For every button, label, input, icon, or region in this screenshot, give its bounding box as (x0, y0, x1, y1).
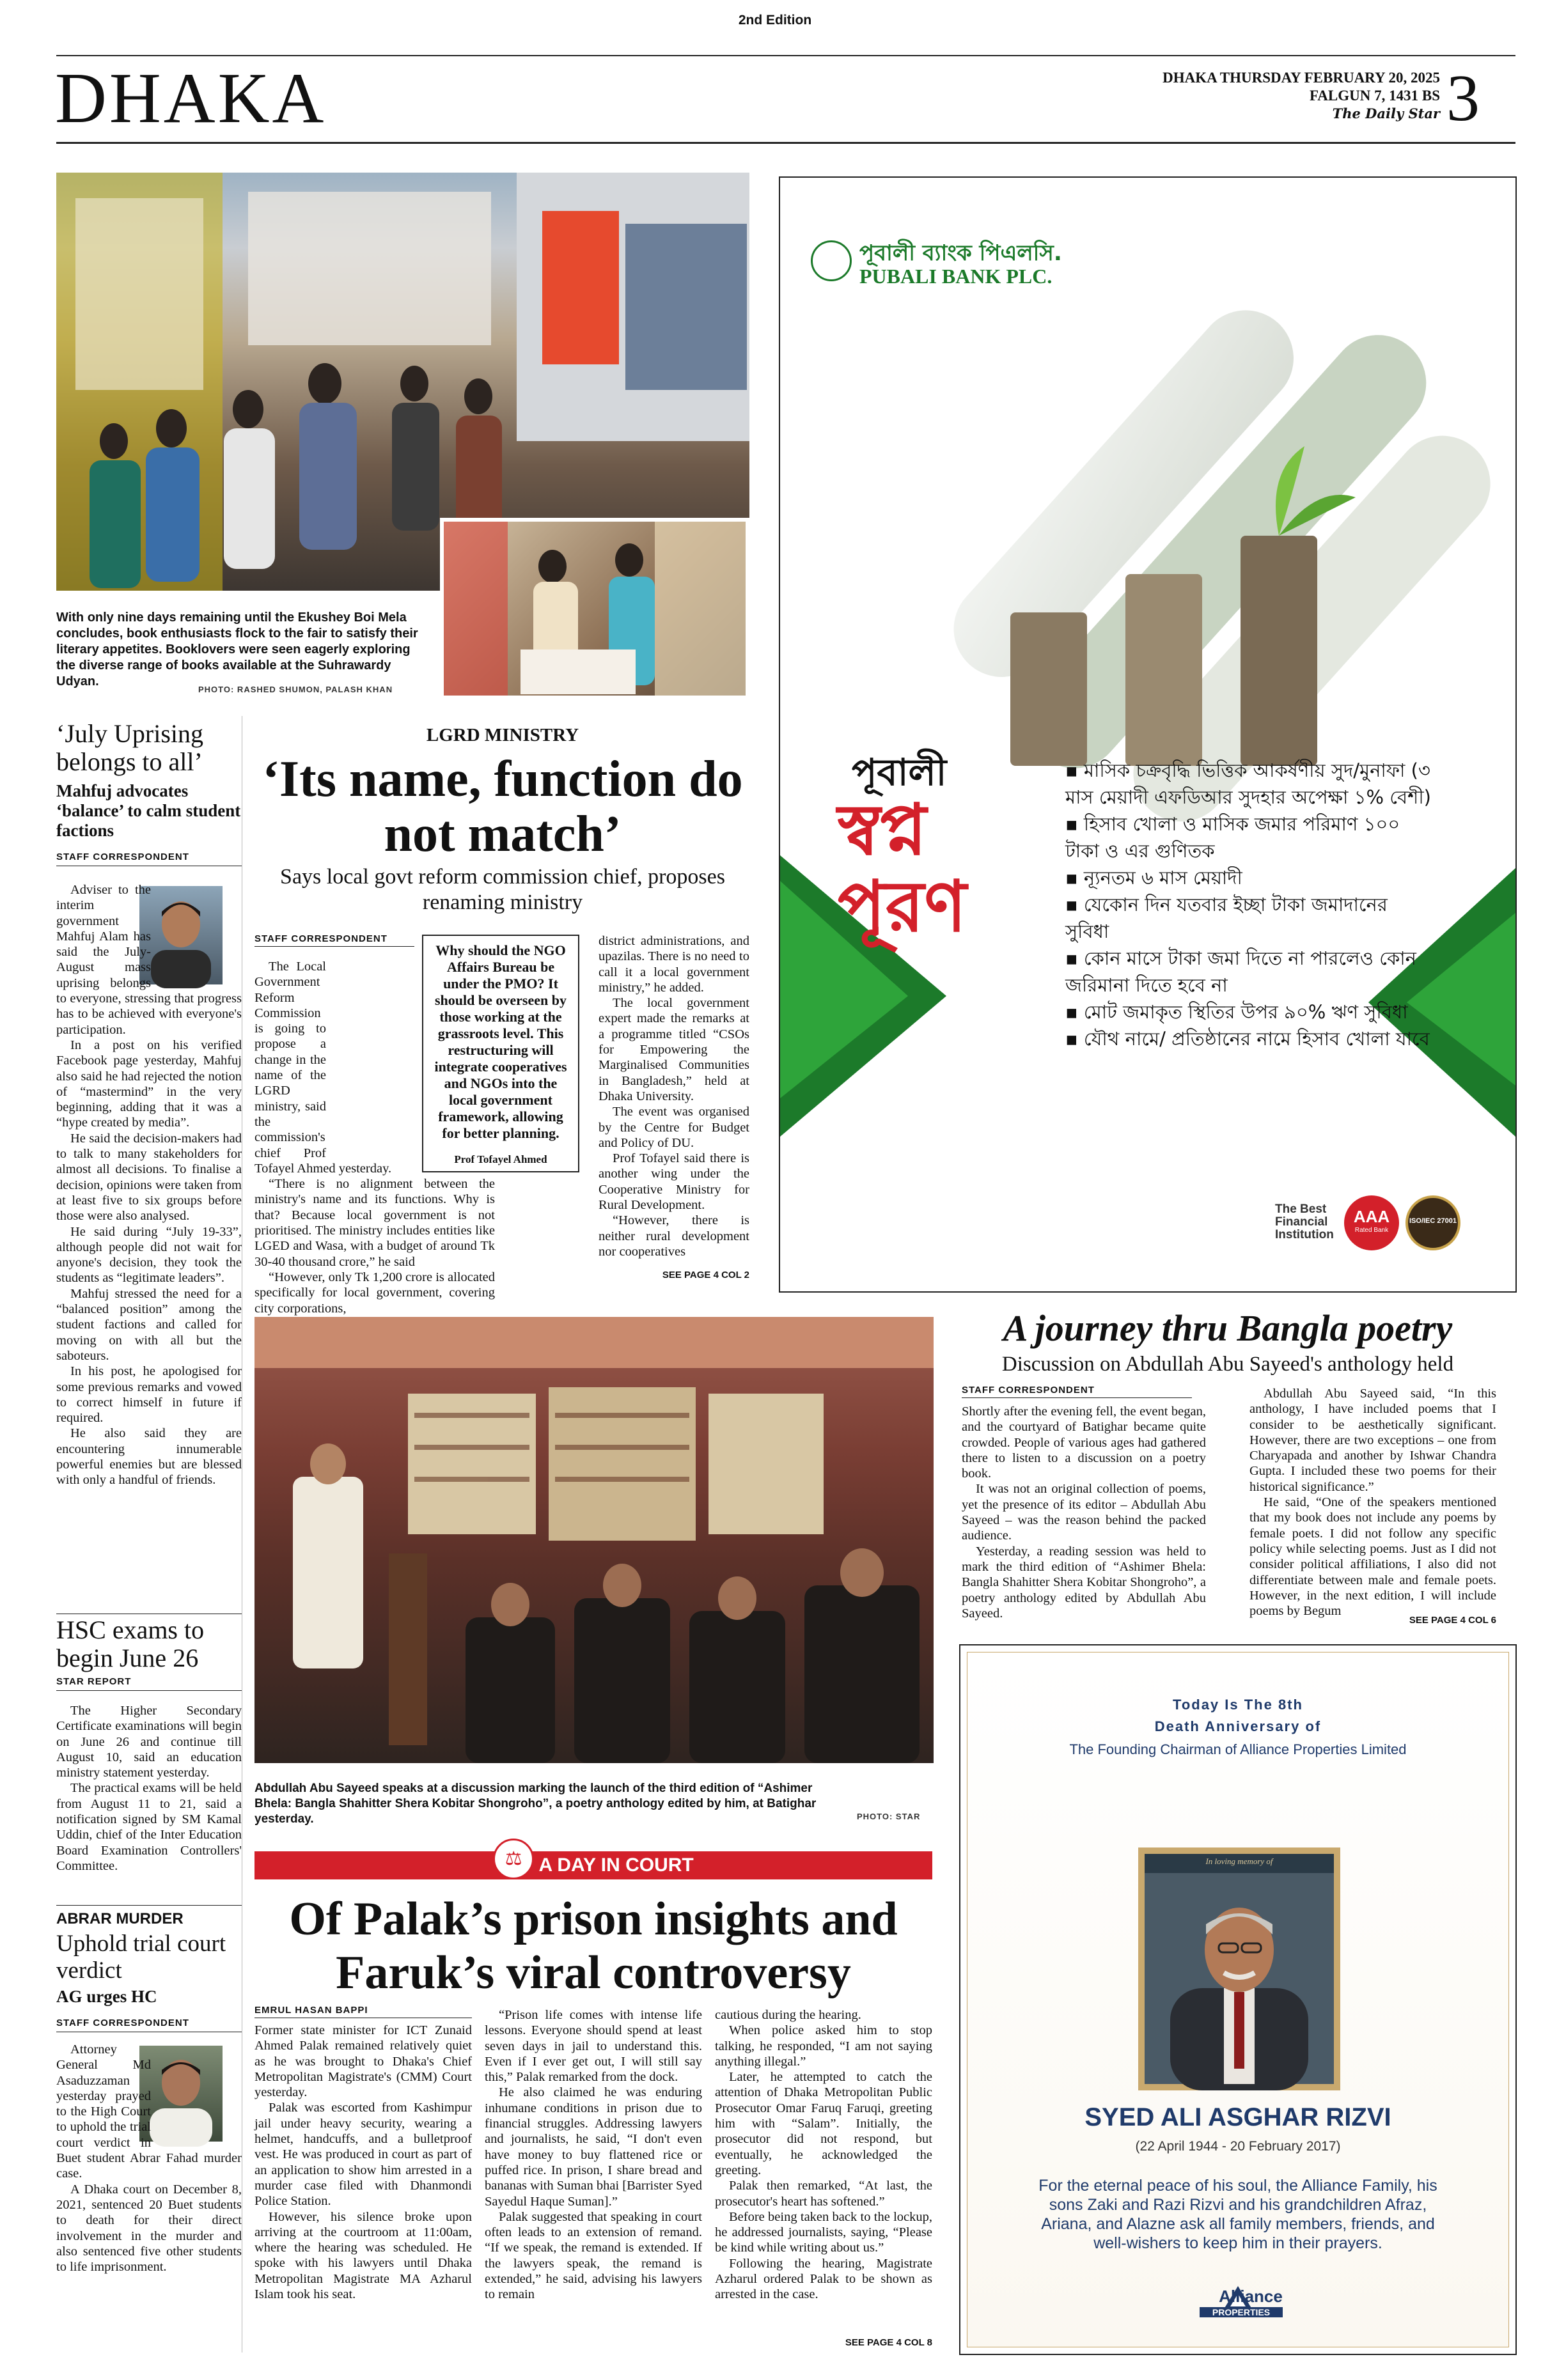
july-para: In his post, he apologised for some previous remarks and vowed to correct himself in future if required. (56, 1364, 242, 1426)
pubali-logo-emblem (811, 240, 852, 281)
batighar-caption (254, 1781, 843, 1827)
memorial-dates: (22 April 1944 - 20 February 2017) (1135, 2139, 1341, 2154)
poetry-para: Yesterday, a reading session was held to mark the third edition of “Ashimer Bhela: Bangla Shahitter Shera Kobitar Shongroho”, a poetry anthology edited by Abdullah Abu Sayeed. (962, 1544, 1206, 1621)
lgrd-byline-rule (254, 946, 414, 947)
lgrd-para: district administrations, and upazilas. There is no need to call it a local government ministry,” he added. (599, 934, 749, 995)
court-headline: Of Palak’s prison insights and Faruk’s viral controversy (289, 1893, 898, 1999)
gavel-icon: ⚖ (493, 1839, 534, 1879)
court-continued[interactable]: SEE PAGE 4 COL 8 (845, 2337, 932, 2348)
book-fair-credit: PHOTO: RASHED SHUMON, PALASH KHAN (198, 685, 393, 694)
court-para: cautious during the hearing. (715, 2008, 861, 2022)
court-para: “Prison life comes with intense life lessons. Everyone should spend at least seven days in jail to understand this. Even if I ever get out, I will still say this,” Palak remarked from the dock. (485, 2008, 702, 2085)
feature-item: ▪ যেকোন দিন যতবার ইচ্ছা টাকা জমাদানের সুবিধা (1065, 894, 1388, 942)
hsc-para: The practical exams will be held from August 11 to 21, said a notification signed by SM Kamal Uddin, chief of the Inter Education Board Examination Controllers' Committee. (56, 1781, 242, 1873)
pubali-product: স্বপ্ন পূরণ (838, 789, 967, 947)
lgrd-para: Prof Tofayel said there is another wing under the Cooperative Ministry for Rural Development. (599, 1151, 749, 1213)
feature-item: ▪ মাসিক চক্রবৃদ্ধি ভিত্তিক আকর্ষণীয় সুদ/মুনাফা (৩ মাস মেয়াদী এফডিআর সুদহার অপেক্ষা ১% বেশী) (1065, 759, 1431, 808)
hsc-body (56, 1703, 242, 1914)
pubali-bank-ad (779, 176, 1517, 1293)
memorial-portrait (1145, 1854, 1334, 2084)
memorial-ad (959, 1644, 1517, 2355)
pubali-feature-list (1065, 757, 1436, 1052)
court-para: He also claimed he was enduring inhumane conditions in prison due to financial struggles. Addressing lawyers and journalists, he said, “I don't even have money to buy flattened rice or puffed rice. In prison, I share bread and bananas with Suman bhai [Barrister Syed Sayedul Haque Suman].” (485, 2085, 702, 2209)
lgrd-col2 (599, 933, 749, 1264)
poetry-para: Abdullah Abu Sayeed said, “In this anthology, I have included poems that I consider to be aesthetically significant. However, there are two exceptions – one from Charyapada and another by Ishwar Chandra Gupta. I included these two poems for their historical significance.” (1249, 1387, 1496, 1494)
july-body (56, 882, 242, 1608)
court-col3 (715, 2007, 932, 2335)
memorial-in-memory: In loving memory of (1205, 1856, 1273, 1866)
book-fair-inset-photo (440, 518, 749, 699)
abrar-top-rule (56, 1905, 242, 1906)
memorial-line3: The Founding Chairman of Alliance Properties Limited (1069, 1741, 1407, 1757)
lgrd-kicker: LGRD MINISTRY (426, 725, 579, 745)
hsc-byline-rule (56, 1690, 242, 1691)
feature-item: ▪ হিসাব খোলা ও মাসিক জমার পরিমাণ ১০০ টাকা ও এর গুণিতক (1065, 813, 1400, 862)
poetry-col2 (1249, 1386, 1496, 1622)
poetry-byline: STAFF CORRESPONDENT (962, 1385, 1095, 1396)
july-byline: STAFF CORRESPONDENT (56, 852, 189, 862)
court-col2 (485, 2007, 702, 2349)
bangla-date-text: FALGUN 7, 1431 BS (1309, 88, 1440, 104)
batighar-caption-text: Abdullah Abu Sayeed speaks at a discussion marking the launch of the third edition of “Ashimer Bhela: Bangla Shahitter Shera Kobitar Shongroho”, a poetry anthology edited by him, at Batighar yesterday. (254, 1782, 817, 1826)
batighar-photo (254, 1317, 934, 1763)
lgrd-para: The local government expert made the remarks at a programme titled “CSOs for Empowering the Marginalised Communities in Bangladesh,” held at Dhaka University. (599, 996, 749, 1103)
abrar-para: Attorney General Md Asaduzzaman yesterday prayed to the High Court to uphold the trial court verdict in Buet student Abrar Fahad murder case. (56, 2042, 242, 2181)
batighar-illustration (254, 1317, 934, 1763)
july-para: In a post on his verified Facebook page yesterday, Mahfuj also said he had rejected the notion of “mastermind” in the very beginning, adding that it was a “hype created by media”. (56, 1038, 242, 1130)
feature-item: ▪ মোট জমাকৃত স্থিতির উপর ৯০% ঋণ সুবিধা (1065, 1001, 1408, 1023)
july-subhead: Mahfuj advocates ‘balance’ to calm student factions (56, 781, 241, 840)
abrar-headline: Uphold trial court verdict (56, 1931, 226, 1984)
abrar-kicker: ABRAR MURDER (56, 1910, 184, 1927)
july-para: He said during “July 19-33”, although people did not wait for anyone's decision, they took the students as “legitimate leaders”. (56, 1224, 242, 1286)
poetry-subhead: Discussion on Abdullah Abu Sayeed's anthology held (1001, 1353, 1454, 1376)
poetry-headline: A journey thru Bangla poetry (1003, 1307, 1453, 1349)
aaa-rating-sub: Rated Bank (1354, 1227, 1389, 1234)
poetry-para: He said, “One of the speakers mentioned that my book does not include any poems by female poets. I did not follow any specific policy while selecting poems. Just as I did not consider political affiliations, I also did not differentiate between male and female poets. However, in the next edition, I will include poems by Begum (1249, 1495, 1496, 1619)
lgrd-continued[interactable]: SEE PAGE 4 COL 2 (662, 1270, 749, 1280)
masthead-bottom-rule (56, 142, 1515, 144)
memorial-line2: Death Anniversary of (1154, 1718, 1322, 1734)
abrar-para: A Dhaka court on December 8, 2021, sentenced 20 Buet students to death for their direct involvement in the murder and also sentenced five other students to life imprisonment. (56, 2182, 242, 2275)
feature-item: ▪ ন্যূনতম ৬ মাস মেয়াদী (1065, 867, 1242, 889)
abrar-byline: STAFF CORRESPONDENT (56, 2018, 189, 2028)
abrar-body (56, 2042, 242, 2349)
pubali-ad-graphic (780, 178, 1515, 1291)
iso-text: ISO/IEC 27001 (1409, 1217, 1457, 1225)
pubali-award: The Best Financial Institution (1275, 1202, 1334, 1241)
book-fair-caption (56, 610, 425, 690)
poetry-byline-rule (962, 1397, 1192, 1398)
lgrd-byline: STAFF CORRESPONDENT (254, 933, 388, 944)
court-para: Palak suggested that speaking in court often leads to an extension of remand. “If we speak, the remand is extended. If the lawyers speak, the remand is extended,” he said, advising his lawyers to remain (485, 2209, 702, 2302)
lgrd-para: The Local Government Reform Commission is going to propose a change in the name of the LGRD ministry, said the commission's chief Prof Tofayel Ahmed yesterday. (254, 960, 392, 1176)
july-para: Adviser to the interim government Mahfuj Alam has said the July-August mass uprising belongs to everyone, stressing that progress has to be achieved with everyone's participation. (56, 883, 242, 1037)
court-para: Palak then remarked, “At last, the prosecutor's heart has softened.” (715, 2179, 932, 2209)
pubali-bank-bangla: পূবালী ব্যাংক পিএলসি. (859, 240, 1062, 266)
court-para: Later, he attempted to catch the attention of Dhaka Metropolitan Public Prosecutor Omar Faruq Faruqi, greeting him with “Salam”. Initially, the prosecutor did not respond, but eventually, he acknowledged the greeting. (715, 2070, 932, 2177)
lgrd-headline: ‘Its name, function do not match’ (262, 751, 743, 862)
court-byline: EMRUL HASAN BAPPI (254, 2005, 368, 2016)
poetry-continued[interactable]: SEE PAGE 4 COL 6 (1409, 1615, 1496, 1626)
poetry-para: Shortly after the evening fell, the event began, and the courtyard of Batighar became quite crowded. People of various ages had gathered there to listen to a discussion on a poetry book. (962, 1404, 1206, 1481)
book-fair-caption-text: With only nine days remaining until the Ekushey Boi Mela concludes, book enthusiasts flock to the fair to satisfy their literary appetites. Booklovers were seen eagerly exploring the diverse range of books available at the Suhrawardy Udyan. (56, 611, 418, 688)
abrar-subhead: AG urges HC (56, 1987, 157, 2006)
july-para: Mahfuj stressed the need for a “balanced position” among the student factions and called for moving on with all but the saboteurs. (56, 1286, 242, 1363)
memorial-photo-frame (1138, 1847, 1340, 2090)
court-col1 (254, 2023, 472, 2349)
court-banner-text: A DAY IN COURT (538, 1855, 694, 1876)
alliance-logo-word: Alliance (1219, 2287, 1283, 2306)
poetry-para: It was not an original collection of poems, yet the presence of its editor – Abdullah Abu Sayeed – was the reason behind the packed audience. (962, 1482, 1206, 1543)
feature-item: ▪ কোন মাসে টাকা জমা দিতে না পারলেও কোন জরিমানা দিতে হবে না (1065, 947, 1416, 996)
lgrd-pullquote (422, 935, 579, 1172)
lgrd-para: “There is no alignment between the ministry's name and its functions. Why is that? Because local government is not prioritised. The ministry includes entities like LGED and Wasa, with a budget of around Tk 30-40 thousand crore,” he said (254, 1177, 495, 1269)
dateline (959, 69, 1440, 123)
aaa-badge (1344, 1195, 1399, 1250)
lgrd-subhead: Says local govt reform commission chief, proposes renaming ministry (280, 865, 725, 914)
date-text: DHAKA THURSDAY FEBRUARY 20, 2025 (1162, 70, 1440, 86)
court-para: Following the hearing, Magistrate Azharul ordered Palak to be shown as arrested in the case. (715, 2256, 932, 2302)
lgrd-para: The event was organised by the Centre for Budget and Policy of DU. (599, 1105, 749, 1150)
iso-badge (1405, 1195, 1460, 1250)
pubali-bank-name: PUBALI BANK PLC. (859, 265, 1053, 288)
court-para: Palak was escorted from Kashimpur jail under heavy security, wearing a helmet, handcuffs, and a bulletproof vest. He was produced in court as part of an application to show him arrested in a murder case filed with Dhanmondi Police Station. (254, 2101, 472, 2209)
lgrd-para: “However, there is neither rural development nor cooperatives (599, 1213, 749, 1259)
memorial-prayer: For the eternal peace of his soul, the Alliance Family, his sons Zaki and Razi Rizvi and his grandchildren Afraz, Ariana, and Alazne ask all family members, friends, and well-wishers to keep him in their prayers. (1038, 2177, 1437, 2252)
lgrd-para: “However, only Tk 1,200 crore is allocated specifically for local government, covering city corporations, (254, 1270, 496, 1316)
alliance-logo (1174, 2285, 1302, 2333)
hsc-para: The Higher Secondary Certificate examinations will begin on June 26 and continue till August 10, said an education ministry statement yesterday. (56, 1704, 242, 1780)
pullquote-attribution: Prof Tofayel Ahmed (454, 1153, 547, 1165)
hsc-headline: HSC exams to begin June 26 (56, 1615, 205, 1672)
court-banner (254, 1848, 932, 1879)
court-para: However, his silence broke upon arriving at the courtroom at 11:00am, where the hearing was scheduled. He spoke with his lawyers until Dhaka Metropolitan Magistrate MA Azharul Islam took his seat. (254, 2209, 472, 2302)
court-para: When police asked him to stop talking, he responded, “I am not saying anything illegal.” (715, 2023, 932, 2069)
edition-label: 2nd Edition (738, 13, 812, 27)
pullquote-text: Why should the NGO Affairs Bureau be under the PMO? It should be overseen by those working at the grassroots level. This restructuring will integrate cooperatives and NGOs into the local government framework, allowing for better planning. (434, 942, 567, 1141)
paper-name: The Daily Star (1332, 105, 1440, 121)
batighar-credit: PHOTO: STAR (857, 1812, 921, 1821)
july-headline: ‘July Uprising belongs to all’ (56, 719, 203, 776)
pubali-brand: পূবালী (852, 751, 947, 794)
section-title: DHAKA (55, 59, 327, 138)
aaa-rating: AAA (1353, 1207, 1390, 1226)
masthead-top-rule (56, 55, 1515, 56)
memorial-name: SYED ALI ASGHAR RIZVI (1084, 2103, 1391, 2131)
july-para: He said the decision-makers had to talk to many stakeholders for almost all decisions. To finalise a decision, opinions were taken from at least five to six groups before those were also analysed. (56, 1131, 242, 1224)
court-para: Before being taken back to the lockup, he addressed journalists, saying, “Please be kind while writing about us.” (715, 2209, 932, 2255)
poetry-col1 (962, 1404, 1206, 1629)
july-para: He also said they are encountering innumerable powerful enemies but are blessed with only a handful of friends. (56, 1426, 242, 1488)
page-number: 3 (1446, 61, 1480, 135)
book-readers-illustration (444, 522, 746, 696)
court-para: Former state minister for ICT Zunaid Ahmed Palak remained relatively quiet as he was brought to Dhaka's Chief Metropolitan Magistrate's (CMM) Court yesterday. (254, 2023, 472, 2100)
memorial-line1: Today Is The 8th (1173, 1697, 1303, 1713)
alliance-logo-sub: PROPERTIES (1200, 2307, 1283, 2317)
feature-item: ▪ যৌথ নামে/ প্রতিষ্ঠানের নামে হিসাব খোলা যাবে (1065, 1028, 1430, 1050)
hsc-byline: STAR REPORT (56, 1676, 132, 1687)
